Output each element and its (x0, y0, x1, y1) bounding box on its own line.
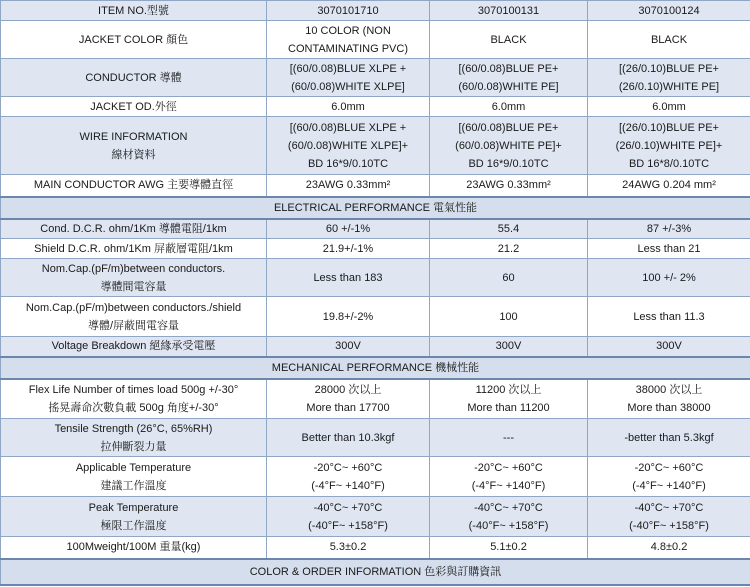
spec-value-2 (430, 337, 588, 357)
spec-label (1, 537, 267, 559)
spec-value-1 (267, 297, 430, 337)
cell-line: [(26/0.10)BLUE PE+ (619, 121, 719, 134)
spec-value-3 (588, 239, 750, 259)
cell-line: Nom.Cap.(pF/m)between conductors. (41, 262, 226, 275)
cell-line: 19.8+/-2% (322, 310, 374, 323)
spec-value-1 (267, 379, 430, 419)
cell-line: -20°C~ +60°C (474, 461, 543, 474)
cell-line: (-40°F~ +158°F) (629, 519, 709, 532)
cell-line: 28000 次以上 (314, 383, 382, 396)
cell-line: -20°C~ +60°C (313, 461, 383, 474)
cell-line: 線材資料 (111, 148, 156, 161)
spec-label (1, 97, 267, 117)
cell-line: Better than 10.3kgf (301, 431, 395, 444)
cell-line: (-4°F~ +140°F) (471, 479, 546, 492)
cell-line: Voltage Breakdown 絕緣承受電壓 (51, 340, 216, 353)
spec-value-3 (588, 219, 750, 239)
cell-line: (-40°F~ +158°F) (308, 519, 388, 532)
item-no-3: 3070100124 (588, 1, 750, 21)
spec-label (1, 59, 267, 97)
cell-line: Flex Life Number of times load 500g +/-30° (28, 383, 239, 396)
spec-value-2 (430, 59, 588, 97)
cell-line: 100 (499, 310, 518, 323)
spec-row (1, 337, 750, 357)
cell-line: Applicable Temperature (75, 461, 192, 474)
cell-line: Less than 21 (637, 242, 701, 255)
spec-value-3 (588, 259, 750, 297)
spec-value-1 (267, 175, 430, 197)
spec-value-2 (430, 419, 588, 457)
cell-line: -40°C~ +70°C (474, 501, 543, 514)
spec-value-3 (588, 97, 750, 117)
section-title: COLOR & ORDER INFORMATION 色彩與訂購資訊 (1, 559, 750, 585)
header-row (1, 1, 750, 21)
spec-row (1, 297, 750, 337)
cell-line: 11200 次以上 (475, 383, 542, 396)
cell-line: CONTAMINATING PVC) (288, 42, 408, 55)
cell-line: -40°C~ +70°C (634, 501, 704, 514)
spec-row (1, 379, 750, 419)
cell-line: JACKET OD.外徑 (90, 100, 177, 113)
spec-label (1, 239, 267, 259)
spec-value-2 (430, 379, 588, 419)
spec-value-3 (588, 537, 750, 559)
spec-row (1, 117, 750, 175)
spec-value-3 (588, 337, 750, 357)
cell-line: 導體/屏蔽間電容量 (87, 319, 180, 332)
spec-row (1, 497, 750, 537)
spec-value-3 (588, 457, 750, 497)
spec-value-1 (267, 457, 430, 497)
cell-line: (26/0.10)WHITE PE]+ (615, 139, 723, 152)
spec-value-1 (267, 21, 430, 59)
cell-line: 5.3±0.2 (329, 541, 367, 554)
cell-line: -40°C~ +70°C (313, 501, 383, 514)
spec-label (1, 117, 267, 175)
cell-line: Peak Temperature (88, 501, 179, 514)
cell-line: 21.9+/-1% (322, 242, 374, 255)
cell-line: MAIN CONDUCTOR AWG 主要導體直徑 (33, 179, 234, 192)
spec-row (1, 59, 750, 97)
cell-line: [(60/0.08)BLUE XLPE + (289, 62, 407, 75)
spec-value-3 (588, 297, 750, 337)
spec-row (1, 259, 750, 297)
cell-line: 導體間電容量 (100, 280, 167, 293)
cell-line: 100 +/- 2% (642, 271, 696, 284)
spec-value-2 (430, 97, 588, 117)
cell-line: 拉伸斷裂力量 (100, 440, 167, 453)
cell-line: BD 16*9/0.10TC (468, 157, 549, 170)
spec-label (1, 457, 267, 497)
cell-line: 60 (502, 271, 515, 284)
spec-value-2 (430, 117, 588, 175)
cell-line: BLACK (650, 33, 688, 46)
cell-line: (60/0.08)WHITE XLPE]+ (287, 139, 409, 152)
spec-value-2 (430, 497, 588, 537)
spec-row (1, 219, 750, 239)
cell-line: BLACK (490, 33, 527, 46)
cell-line: [(60/0.08)BLUE XLPE + (289, 121, 407, 134)
spec-value-1 (267, 219, 430, 239)
spec-row (1, 21, 750, 59)
cell-line: BD 16*8/0.10TC (628, 157, 710, 170)
item-no-2: 3070100131 (430, 1, 588, 21)
spec-value-1 (267, 59, 430, 97)
cell-line: 10 COLOR (NON (305, 24, 391, 37)
cell-line: [(26/0.10)BLUE PE+ (619, 62, 719, 75)
spec-value-1 (267, 537, 430, 559)
cell-line: 23AWG 0.33mm² (305, 179, 391, 192)
cell-line: 24AWG 0.204 mm² (622, 179, 716, 192)
spec-value-2 (430, 537, 588, 559)
spec-value-2 (430, 259, 588, 297)
cell-line: 5.1±0.2 (490, 541, 527, 554)
cell-line: Less than 183 (313, 271, 383, 284)
cell-line: 300V (335, 340, 361, 353)
spec-value-3 (588, 497, 750, 537)
cell-line: --- (503, 431, 514, 444)
spec-value-2 (430, 457, 588, 497)
cell-line: (-4°F~ +140°F) (311, 479, 385, 492)
cell-line: -20°C~ +60°C (634, 461, 704, 474)
section-row (1, 357, 750, 379)
spec-value-1 (267, 337, 430, 357)
spec-value-2 (430, 175, 588, 197)
cell-line: 38000 次以上 (635, 383, 703, 396)
cell-line: (60/0.08)WHITE XLPE] (291, 80, 405, 93)
cell-line: 100Mweight/100M 重量(kg) (66, 541, 201, 554)
spec-row (1, 239, 750, 259)
section-row (1, 197, 750, 219)
cell-line: 300V (495, 340, 522, 353)
section-row (1, 559, 750, 585)
spec-value-1 (267, 497, 430, 537)
spec-label (1, 175, 267, 197)
item-no-1: 3070101710 (267, 1, 430, 21)
spec-label (1, 219, 267, 239)
spec-value-1 (267, 419, 430, 457)
spec-value-3 (588, 59, 750, 97)
cell-line: 300V (656, 340, 682, 353)
cell-line: 6.0mm (652, 100, 686, 113)
cell-line: Nom.Cap.(pF/m)between conductors./shield (25, 301, 242, 314)
cell-line: More than 11200 (467, 401, 550, 414)
cell-line: (60/0.08)WHITE PE] (458, 80, 559, 93)
spec-label (1, 379, 267, 419)
spec-label (1, 497, 267, 537)
cell-line: [(60/0.08)BLUE PE+ (458, 62, 559, 75)
cell-line: (-40°F~ +158°F) (468, 519, 549, 532)
cell-line: 搖晃壽命次數負載 500g 角度+/-30° (48, 401, 219, 414)
cell-line: JACKET COLOR 顏色 (78, 33, 189, 46)
spec-row (1, 457, 750, 497)
spec-value-2 (430, 21, 588, 59)
spec-table-body (1, 1, 750, 585)
spec-label (1, 259, 267, 297)
spec-value-3 (588, 419, 750, 457)
spec-row (1, 537, 750, 559)
spec-label (1, 21, 267, 59)
spec-label (1, 419, 267, 457)
spec-value-3 (588, 21, 750, 59)
section-title: ELECTRICAL PERFORMANCE 電氣性能 (1, 197, 750, 219)
spec-value-1 (267, 97, 430, 117)
spec-value-3 (588, 379, 750, 419)
spec-value-3 (588, 175, 750, 197)
cell-line: More than 17700 (306, 401, 390, 414)
cell-line: 23AWG 0.33mm² (466, 179, 551, 192)
cell-line: 87 +/-3% (646, 222, 692, 235)
spec-value-1 (267, 117, 430, 175)
item-no-label: ITEM NO.型號 (1, 1, 267, 21)
cell-line: 21.2 (497, 242, 520, 255)
cell-line: 極限工作溫度 (100, 519, 167, 532)
spec-row (1, 175, 750, 197)
cell-line: Less than 11.3 (633, 310, 705, 323)
cell-line: [(60/0.08)BLUE PE+ (458, 121, 559, 134)
cell-line: CONDUCTOR 導體 (85, 71, 182, 84)
cell-line: More than 38000 (627, 401, 711, 414)
cell-line: BD 16*9/0.10TC (307, 157, 389, 170)
spec-value-2 (430, 297, 588, 337)
cell-line: 建議工作溫度 (100, 479, 167, 492)
cell-line: -better than 5.3kgf (624, 431, 714, 444)
cell-line: (-4°F~ +140°F) (632, 479, 706, 492)
cell-line: 6.0mm (331, 100, 365, 113)
cell-line: 6.0mm (491, 100, 526, 113)
spec-value-2 (430, 239, 588, 259)
cell-line: 55.4 (497, 222, 520, 235)
spec-label (1, 337, 267, 357)
spec-value-1 (267, 259, 430, 297)
spec-value-3 (588, 117, 750, 175)
cell-line: Shield D.C.R. ohm/1Km 屏蔽層電阻/1km (34, 242, 233, 255)
spec-row (1, 97, 750, 117)
section-title: MECHANICAL PERFORMANCE 機械性能 (1, 357, 750, 379)
spec-label (1, 297, 267, 337)
spec-row (1, 419, 750, 457)
cell-line: Cond. D.C.R. ohm/1Km 導體電阻/1km (40, 222, 227, 235)
cell-line: (26/0.10)WHITE PE] (618, 80, 720, 93)
cell-line: (60/0.08)WHITE PE]+ (455, 139, 562, 152)
cell-line: 60 +/-1% (325, 222, 371, 235)
cell-line: Tensile Strength (26°C, 65%RH) (54, 422, 213, 435)
cell-line: WIRE INFORMATION (79, 130, 188, 143)
cell-line: 4.8±0.2 (650, 541, 688, 554)
spec-value-1 (267, 239, 430, 259)
spec-value-2 (430, 219, 588, 239)
